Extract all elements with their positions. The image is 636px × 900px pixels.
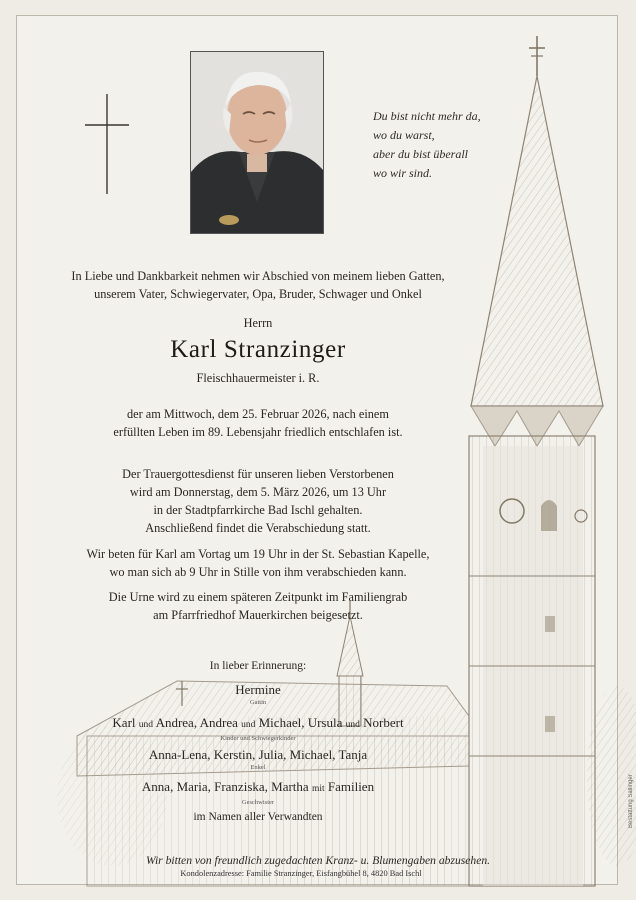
urn-line: Die Urne wird zu einem späteren Zeitpunkt im Familiengrab [108,590,408,604]
relation-label: Enkel [250,764,266,771]
poem-line: wo du warst, [373,128,435,142]
mourner-group-grandchildren [17,746,499,772]
relation-label: Geschwister [241,799,275,806]
person-name: Norbert [363,715,404,730]
children-names [17,714,499,734]
service-info [17,465,499,537]
intro-line: In Liebe und Dankbarkeit nehmen wir Abschied von meinem lieben Gatten, [71,269,445,283]
intro-line: unserem Vater, Schwiegervater, Opa, Bruder, Schwager und Onkel [94,287,422,301]
mourners-heading: In lieber Erinnerung: [209,660,307,672]
mourner-group-wife [17,681,499,707]
prayer-line: Wir beten für Karl am Vortag um 19 Uhr in der St. Sebastian Kapelle, [86,547,430,561]
poem-line: wo wir sind. [373,166,433,180]
intro-text [17,267,499,303]
flower-request-note: Wir bitten von freundlich zugedachten Kranz- u. Blumengaben abzusehen. [145,854,491,867]
grandchildren-names: Anna-Lena, Kerstin, Julia, Michael, Tanja [148,747,368,762]
families-label: Familien [327,779,375,794]
mourner-group-children [17,714,499,743]
undertaker-credit: Bestattung Sallinger [628,774,634,828]
person-name: Karl [112,715,136,730]
conjunction: und [138,720,154,730]
poem-line: aber du bist überall [373,147,468,161]
service-line: in der Stadtpfarrkirche Bad Ischl gehalten. [153,503,363,517]
portrait-photo [190,51,324,234]
prayer-line: wo man sich ab 9 Uhr in Stille von ihm verabschieden kann. [109,565,407,579]
urn-line: am Pfarrfriedhof Mauerkirchen beigesetzt. [153,608,363,622]
relation-label: Gattin [249,699,267,706]
conjunction: und [345,720,360,730]
service-line: Der Trauergottesdienst für unseren lieben Verstorbenen [122,467,394,481]
prayer-info [17,545,499,581]
closing-relatives: im Namen aller Verwandten [193,811,323,823]
death-notice-line: der am Mittwoch, dem 25. Februar 2026, nach einem [127,407,389,421]
death-notice [17,405,499,441]
urn-info [17,588,499,624]
portrait-image [191,52,323,233]
person-name: Michael, Ursula [258,715,343,730]
cross-icon [85,94,129,194]
obituary-card [16,15,634,885]
wife-name: Hermine [235,682,281,697]
relation-label: Kinder und Schwiegerkinder [220,735,296,742]
death-notice-line: erfüllten Leben im 89. Lebensjahr friedlich entschlafen ist. [113,425,403,439]
person-names: Anna, Maria, Franziska, Martha [141,779,309,794]
salutation: Herrn [243,316,273,330]
memorial-poem [373,107,573,183]
person-name: Andrea, Andrea [155,715,238,730]
service-line: Anschließend findet die Verabschiedung statt. [145,521,371,535]
siblings-names [17,778,499,798]
conjunction: und [241,720,256,730]
poem-line: Du bist nicht mehr da, [373,109,481,123]
mourner-group-siblings [17,778,499,807]
service-line: wird am Donnerstag, dem 5. März 2026, um 13 Uhr [129,485,387,499]
occupation: Fleischhauermeister i. R. [196,371,320,385]
conjunction: mit [311,784,325,794]
deceased-name: Karl Stranzinger [170,336,346,363]
condolence-address: Kondolenzadresse: Familie Stranzinger, Eisfangbühel 8, 4820 Bad Ischl [180,869,422,878]
